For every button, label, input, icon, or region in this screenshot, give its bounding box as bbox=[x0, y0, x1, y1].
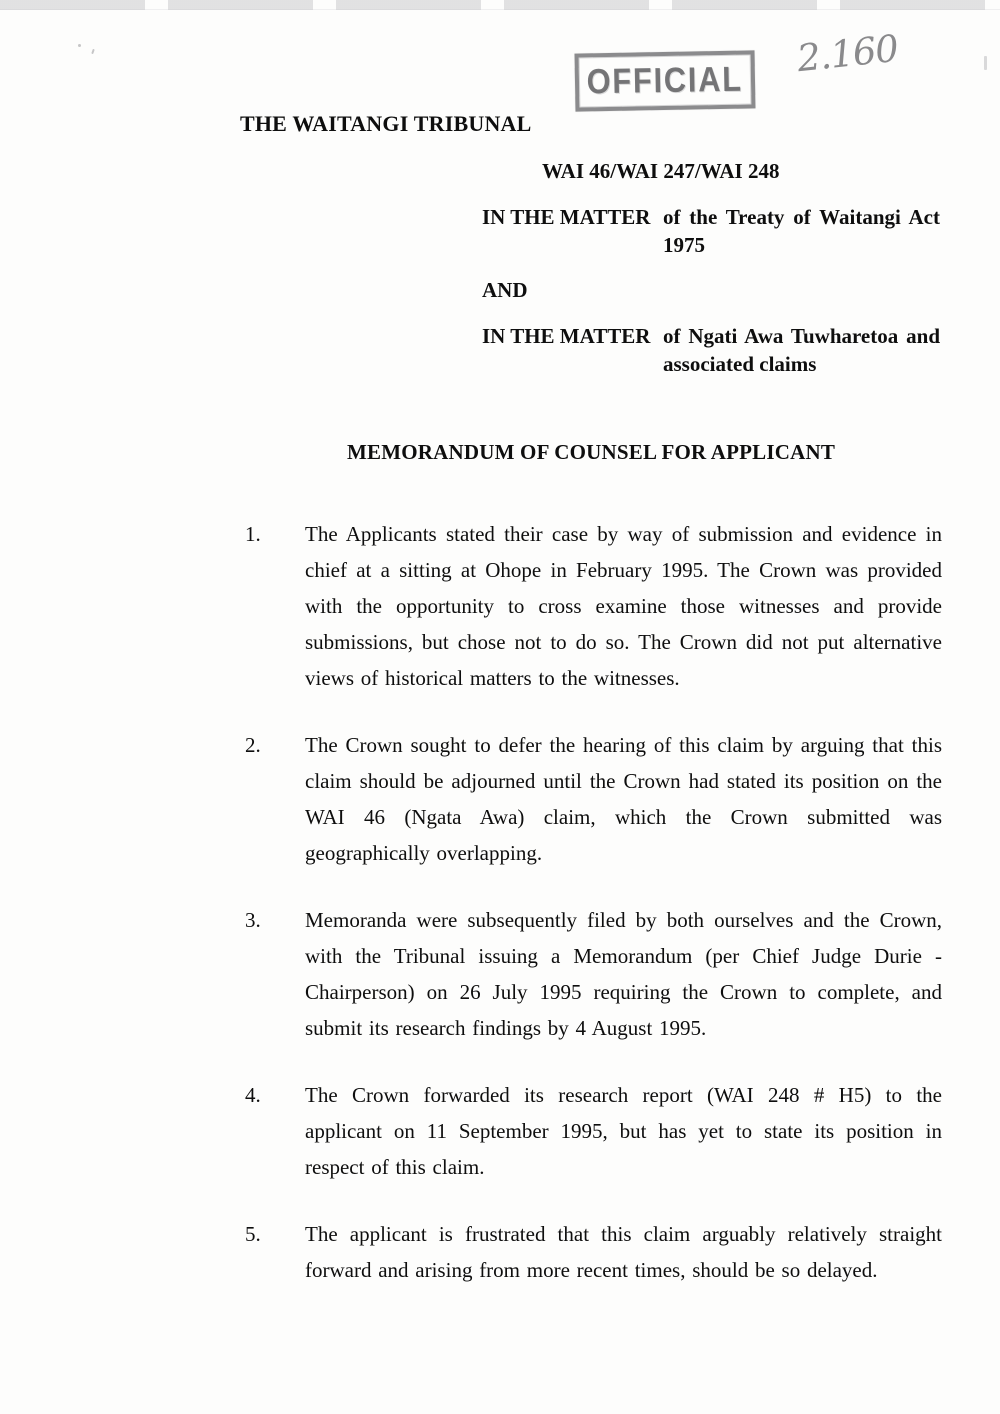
tribunal-heading: THE WAITANGI TRIBUNAL bbox=[240, 111, 532, 136]
paragraph-text: The Applicants stated their case by way of submission and evidence in chief at a sitting at Ohope in February 1995. The Crown was provided with the opportunity to cross examine those witnesses and provide submissions, but chose not to do so. The Crown did not put alternative views of historical matters to the witnesses. bbox=[305, 522, 942, 690]
official-stamp bbox=[575, 50, 756, 111]
scan-artifact-top bbox=[0, 0, 1000, 10]
paragraph-text: The Crown forwarded its research report (WAI 248 # H5) to the applicant on 11 September 1995, but has yet to state its position in respect of this claim. bbox=[305, 1083, 942, 1179]
numbered-paragraph bbox=[245, 727, 942, 871]
paragraph-number: 5. bbox=[245, 1222, 261, 1246]
conjunction-and: AND bbox=[482, 278, 528, 302]
official-stamp-label: OFFICIAL bbox=[586, 59, 744, 102]
scan-speck bbox=[91, 49, 95, 54]
paragraph-text: The Crown sought to defer the hearing of this claim by arguing that this claim should be adjourned until the Crown had stated its position on the WAI 46 (Ngata Awa) claim, which the Crown submitted was geographically overlapping. bbox=[305, 733, 942, 865]
paragraph-number: 1. bbox=[245, 522, 261, 546]
paragraph-list bbox=[245, 516, 942, 1319]
paragraph-text: The applicant is frustrated that this claim arguably relatively straight forward and arising from more recent times, should be so delayed. bbox=[305, 1222, 942, 1282]
matter-clause-first bbox=[482, 203, 942, 259]
document-title: MEMORANDUM OF COUNSEL FOR APPLICANT bbox=[346, 440, 836, 464]
handwritten-folio-number: 2.160 bbox=[795, 26, 900, 81]
numbered-paragraph bbox=[245, 902, 942, 1046]
matter-text: of Ngati Awa Tuwharetoa and associated claims bbox=[663, 324, 940, 376]
paragraph-number: 3. bbox=[245, 908, 261, 932]
scan-speck bbox=[984, 56, 987, 70]
case-number: WAI 46/WAI 247/WAI 248 bbox=[542, 159, 780, 183]
paragraph-number: 2. bbox=[245, 733, 261, 757]
paragraph-number: 4. bbox=[245, 1083, 261, 1107]
numbered-paragraph bbox=[245, 516, 942, 696]
paragraph-text: Memoranda were subsequently filed by both ourselves and the Crown, with the Tribunal issuing a Memorandum (per Chief Judge Durie - Chairperson) on 26 July 1995 requiring the Crown to complete, and submit its research findings by 4 August 1995. bbox=[305, 908, 942, 1040]
scan-speck bbox=[78, 44, 81, 47]
matter-label: IN THE MATTER bbox=[482, 324, 651, 348]
matter-text: of the Treaty of Waitangi Act 1975 bbox=[663, 205, 940, 257]
numbered-paragraph bbox=[245, 1077, 942, 1185]
numbered-paragraph bbox=[245, 1216, 942, 1288]
matter-label: IN THE MATTER bbox=[482, 205, 651, 229]
matter-clause-second bbox=[482, 322, 942, 378]
